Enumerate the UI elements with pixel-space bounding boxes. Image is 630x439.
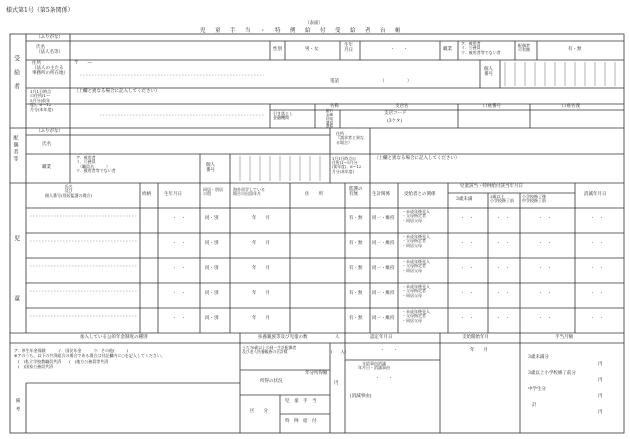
bank-name-col: 名称: [330, 104, 339, 109]
child-dots: ・ ・: [460, 241, 474, 246]
child-dots: ・ ・: [460, 316, 474, 321]
sex-value: 男・女: [305, 47, 319, 52]
child-relation: ・未成年後見人 ・父母指定者 ・同居父母: [402, 259, 430, 273]
child-dots: ・ ・: [460, 216, 474, 221]
persons-unit: 人: [335, 335, 340, 340]
child-livelihood: 同一・維持: [372, 266, 395, 271]
child-dots: ・ ・: [590, 291, 604, 296]
spouse-occupation-options: ア．被用者 イ．公務員 （職員名 ） ウ．被用者等でない者: [76, 155, 116, 174]
child-overseas-header: 海外留学している 場合の出国年月: [233, 187, 265, 197]
child-year-month: 年 月: [252, 216, 270, 221]
child-birth: ・ ・: [172, 216, 186, 221]
side-label: （表面）: [305, 21, 323, 26]
child-over3-header: 3歳以上 小学校修了前: [490, 194, 514, 204]
jan1-address-label: 1月1日時点 の住所(1～ 5月分(前年 度)、6～12 月分(本年度): [30, 89, 54, 112]
page-title: 児 童 手 当 ・ 特 例 給 付 受 給 者 台 帳: [200, 28, 403, 34]
child-relation: ・未成年後見人 ・父母指定者 ・同居父母: [402, 234, 430, 248]
support-count-header: 扶養親族等及び児童の数: [258, 335, 308, 340]
children-section-label: 児 童: [12, 235, 20, 325]
child-birth: ・ ・: [172, 291, 186, 296]
approval-dots: ・ ・: [380, 348, 398, 353]
child-dots: ・ ・: [538, 241, 552, 246]
child-year-month: 年 月: [252, 316, 270, 321]
year-income-label: 年分所得額: [305, 371, 328, 376]
child-care: 有・無: [349, 266, 363, 271]
payment-row-total: 計: [532, 403, 537, 408]
sex-label: 性別: [273, 47, 282, 52]
child-cohabit: 同・別: [205, 216, 219, 221]
child-birth: ・ ・: [172, 316, 186, 321]
child-care: 有・無: [349, 241, 363, 246]
payment-yen: 円: [598, 394, 603, 399]
applicant-furigana-label: （ふりがな）: [36, 35, 63, 40]
child-disappear-header: 消滅年月日: [584, 192, 607, 197]
child-dots: ・ ・: [496, 291, 510, 296]
child-dots: ・ ・: [590, 316, 604, 321]
remarks-label: 備考: [14, 398, 20, 415]
child-dots: ・ ・: [496, 266, 510, 271]
payment-yen: 円: [598, 362, 603, 367]
spouse-value: 有・無: [568, 47, 582, 52]
child-year-month: 年 月: [252, 291, 270, 296]
branch-digits: (3ケタ): [387, 119, 403, 124]
spouse-jan1-label: 1月1日時点の 住所(1～5月分 (前年度)、6～12 月分(本年度): [332, 156, 362, 174]
child-dots: ・ ・: [538, 316, 552, 321]
child-dots: ・ ・: [538, 266, 552, 271]
applicant-address-label: 住所 （法人の主たる 事務所の所在地）: [32, 61, 68, 76]
pension-header: 加入している公的年金制度の種別: [80, 335, 148, 340]
spouse-name-label: 氏名: [42, 142, 51, 147]
child-name-header: 氏名 及び 個人番号(別居監護の場合): [45, 184, 93, 198]
start-header: 支給開始年月: [462, 335, 489, 340]
special-payment-label: 特 例 給 付: [285, 419, 317, 424]
applicant-section-label: 受給者: [12, 55, 20, 97]
child-care: 有・無: [349, 291, 363, 296]
child-relation: ・未成年後見人 ・父母指定者 ・同居父母: [402, 284, 430, 298]
branch-code-label: 支店コード: [384, 111, 407, 116]
payment-yen: 円: [598, 378, 603, 383]
child-dots: ・ ・: [590, 266, 604, 271]
child-dots: ・ ・: [538, 291, 552, 296]
child-dots: ・ ・: [590, 241, 604, 246]
child-cohabit: 同・別: [205, 316, 219, 321]
income-status-label: 所得の状況: [260, 379, 283, 384]
yen-unit: 円: [334, 381, 339, 386]
child-cohabit: 同・別: [205, 241, 219, 246]
spouse-address-label: 住所 （請求者と異な る場合）: [336, 131, 364, 145]
child-relation-header: 続柄: [142, 192, 151, 197]
spouse-furigana: （ふりがな）: [36, 129, 63, 134]
child-dots: ・ ・: [460, 266, 474, 271]
postal-prefix: 〒 —: [74, 61, 92, 66]
child-cohabit: 同・別: [205, 291, 219, 296]
pension-options: ア．厚生年金保険 イ．国民年金 ウ．その他( ) ※アのうち、以下の共済組合の場合である場合は付記欄内に○を記入してください。 ( )私立学校教職員共済 ( )地方公務員等共済 ( )国家公務員共済: [14, 348, 165, 370]
child-care-header: 監護の 有無: [349, 187, 363, 197]
child-relation-to-claimant-header: 受給者との関係: [404, 192, 436, 197]
child-cohabit-header: 同居・別居 の別: [203, 187, 223, 197]
holder-col: 口座名義: [562, 104, 580, 109]
bank-label: 引き落とし 金融機関: [273, 111, 293, 121]
child-birth-header: 生年月日: [164, 192, 182, 197]
spouse-label: 配偶者 の有無: [518, 43, 530, 53]
child-year-month: 年 月: [252, 241, 270, 246]
child-under3-header: 3歳未満: [456, 197, 473, 202]
child-livelihood: 同一・維持: [372, 216, 395, 221]
child-junior-header: 小学校修了後 中学校修了前: [522, 194, 546, 204]
spouse-occupation-label: 職業: [42, 165, 51, 170]
payment-yen: 円: [598, 410, 603, 415]
bank-types: 銀行 金庫 信組 農協 漁協: [326, 109, 333, 129]
child-cohabit: 同・別: [205, 266, 219, 271]
payment-row-junior: 中学生分: [528, 387, 546, 392]
child-birth: ・ ・: [172, 241, 186, 246]
mynumber-label: 個人 番号: [484, 67, 493, 77]
elderly-line: うち70歳以上の同一生計配偶者 及び老人扶養親族の合計数: [242, 345, 297, 355]
birth-dots: ・ ・: [390, 47, 408, 52]
child-relation: ・未成年後見人 ・父母指定者 ・同居父母: [402, 309, 430, 323]
child-livelihood: 同一・維持: [372, 316, 395, 321]
spouse-jan1-note: （上欄と異なる場合に記入してください）: [374, 156, 460, 161]
persons-paren: ( 人): [331, 349, 347, 354]
birth-label: 生年 月日: [344, 43, 353, 53]
approval-header: 認定年月日: [370, 335, 393, 340]
child-dots: ・ ・: [538, 216, 552, 221]
payment-row-over3: 3歳以上小学校修了前分: [528, 371, 576, 376]
occupation-label: 職業: [443, 47, 452, 52]
branch-col: 支店名: [395, 104, 409, 109]
spouse-mynumber-label: 個人 番号: [206, 163, 215, 173]
form-number: 様式第1号（第5条関係）: [6, 7, 74, 14]
child-birth: ・ ・: [172, 266, 186, 271]
child-relation: ・未成年後見人 ・父母指定者 ・同居父母: [402, 209, 430, 223]
payment-row-under3: 3歳未満分: [528, 355, 549, 360]
account-col: 口座番号: [483, 104, 501, 109]
phone-label: 電話: [330, 79, 339, 84]
child-dots: ・ ・: [496, 241, 510, 246]
applicant-name-label: 氏名 （法人名等）: [36, 45, 63, 55]
child-eligibility-header: 児童該当・特例給付該当年月日: [460, 184, 523, 189]
child-livelihood: 同一・維持: [372, 291, 395, 296]
payment-start-note: 支給事由消滅 年月日・消滅事由: [358, 361, 390, 371]
start-value: 年 月: [470, 348, 488, 353]
child-dots: ・ ・: [590, 216, 604, 221]
jan1-note: （上欄と異なる場合に記入してください）: [74, 89, 160, 94]
spouse-section-label: 配偶者等: [12, 135, 19, 163]
child-address-header: 住 所: [305, 192, 323, 197]
child-care: 有・無: [349, 216, 363, 221]
child-dots: ・ ・: [496, 216, 510, 221]
payment-header: 手当月額: [555, 335, 573, 340]
child-care: 有・無: [349, 316, 363, 321]
phone-paren: （ ）: [380, 79, 412, 84]
reason-label: (消滅事由): [350, 394, 372, 399]
child-year-month: 年 月: [252, 266, 270, 271]
occupation-options: ア．被用者 イ．公務員 ウ．被用者等でない者: [461, 41, 501, 55]
child-allowance-label: 児 童 手 当: [285, 399, 317, 404]
child-dots: ・ ・: [460, 291, 474, 296]
approval-dots-2: ・ ・: [375, 376, 393, 381]
child-dots: ・ ・: [496, 316, 510, 321]
child-livelihood-header: 生計関係: [372, 192, 390, 197]
child-livelihood: 同一・維持: [372, 241, 395, 246]
category-label: 区 分: [250, 409, 268, 414]
